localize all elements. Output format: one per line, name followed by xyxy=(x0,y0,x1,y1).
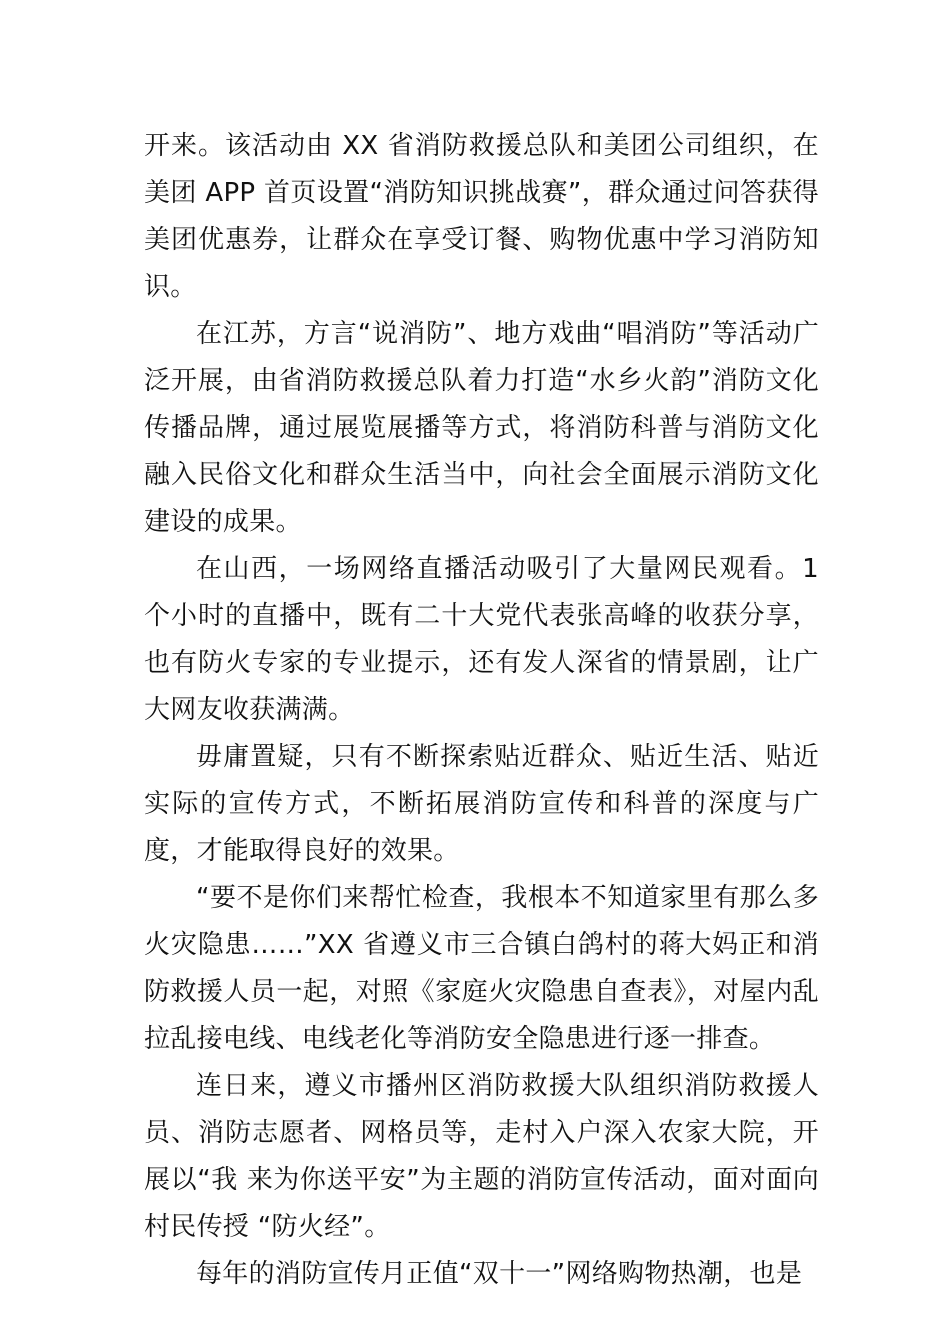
paragraph-7: 每年的消防宣传月正值“双十一”网络购物热潮，也是 xyxy=(196,1259,803,1289)
paragraph-4: 毋庸置疑，只有不断探索贴近群众、贴近生活、贴近实际的宣传方式，不断拓展消防宣传和科普的深度与广度，才能取得良好的效果。 xyxy=(144,742,819,866)
document-body xyxy=(144,123,819,1298)
paragraph-6: 连日来，遵义市播州区消防救援大队组织消防救援人员、消防志愿者、网格员等，走村入户深入农家大院，开展以“我 来为你送平安”为主题的消防宣传活动，面对面向村民传授 “防火经”。 xyxy=(144,1071,819,1242)
paragraph-1: 开来。该活动由 XX 省消防救援总队和美团公司组织，在美团 APP 首页设置“消防知识挑战赛”，群众通过问答获得美团优惠券，让群众在享受订餐、购物优惠中学习消防知识。 xyxy=(144,131,819,302)
paragraph-3: 在山西，一场网络直播活动吸引了大量网民观看。1 个小时的直播中，既有二十大党代表张高峰的收获分享，也有防火专家的专业提示，还有发人深省的情景剧，让广大网友收获满满。 xyxy=(144,554,819,725)
paragraph-5: “要不是你们来帮忙检查，我根本不知道家里有那么多火灾隐患……”XX 省遵义市三合镇白鸽村的蒋大妈正和消防救援人员一起，对照《家庭火灾隐患自查表》，对屋内乱拉乱接电线、电线老化等消防安全隐患进行逐一排查。 xyxy=(144,883,819,1054)
paragraph-2: 在江苏，方言“说消防”、地方戏曲“唱消防”等活动广泛开展，由省消防救援总队着力打造“水乡火韵”消防文化传播品牌，通过展览展播等方式，将消防科普与消防文化融入民俗文化和群众生活当中，向社会全面展示消防文化建设的成果。 xyxy=(144,319,819,537)
